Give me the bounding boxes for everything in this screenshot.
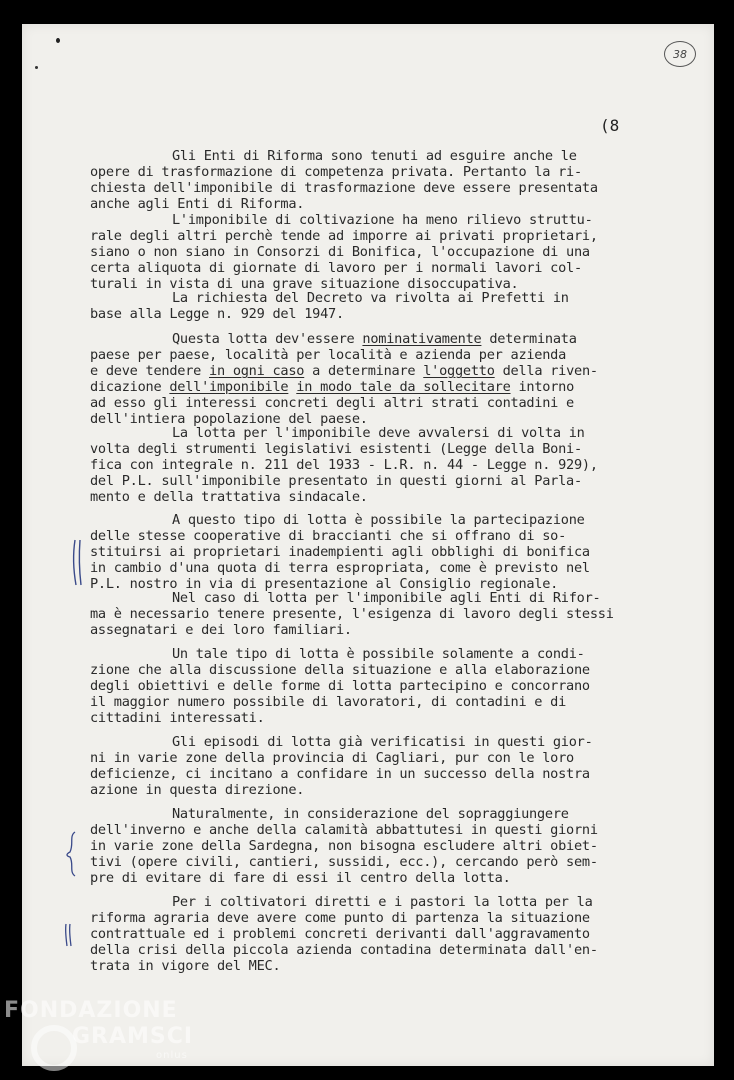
text-line: paese per paese, località per località e azienda per azienda bbox=[90, 347, 567, 363]
text-line: Un tale tipo di lotta è possibile solamente a condi- bbox=[172, 646, 585, 662]
text-line: L'imponibile di coltivazione ha meno rilievo struttu- bbox=[172, 212, 593, 228]
text-line: Gli episodi di lotta già verificatisi in questi gior- bbox=[172, 734, 593, 750]
text-line: Naturalmente, in considerazione del sopraggiungere bbox=[172, 806, 569, 822]
underlined-text: dell'imponibile bbox=[169, 379, 289, 395]
text-line: pre di evitare di fare di essi il centro della lotta. bbox=[90, 870, 511, 886]
margin-brace-icon bbox=[64, 830, 80, 878]
text-line: ma è necessario tenere presente, l'esigenza di lavoro degli stessi bbox=[90, 606, 614, 622]
punch-hole-mark bbox=[56, 38, 60, 43]
archive-stamp: 38 bbox=[664, 41, 696, 67]
text-line: volta degli strumenti legislativi esistenti (Legge della Boni- bbox=[90, 441, 582, 457]
text-line: della crisi della piccola azienda contadina determinata dall'en- bbox=[90, 942, 598, 958]
margin-mark-icon bbox=[70, 538, 86, 588]
text-line: fica con integrale n. 211 del 1933 - L.R. n. 44 - Legge n. 929), bbox=[90, 457, 598, 473]
text-line: La richiesta del Decreto va rivolta ai Prefetti in bbox=[172, 290, 569, 306]
text-line: assegnatari e dei loro familiari. bbox=[90, 622, 352, 638]
text-line: azione in questa direzione. bbox=[90, 782, 305, 798]
underlined-text: l'oggetto bbox=[423, 363, 495, 379]
underlined-text: nominativamente bbox=[362, 331, 482, 347]
text-line: in cambio d'una quota di terra espropriata, come è previsto nel bbox=[90, 560, 590, 576]
watermark-subtitle: GRAMSCI bbox=[72, 1024, 194, 1049]
underlined-text: in ogni caso bbox=[209, 363, 305, 379]
text-line: opere di trasformazione di competenza privata. Pertanto la ri- bbox=[90, 164, 582, 180]
text-line: il maggior numero possibile di lavoratori, di contadini e di bbox=[90, 694, 567, 710]
text-line: dell'inverno e anche della calamità abbattutesi in questi giorni bbox=[90, 822, 598, 838]
text-line: delle stesse cooperative di braccianti che si offrano di so- bbox=[90, 528, 567, 544]
text-line: P.L. nostro in via di presentazione al Consiglio regionale. bbox=[90, 576, 559, 592]
text-line: riforma agraria deve avere come punto di partenza la situazione bbox=[90, 910, 590, 926]
text-line: ad esso gli interessi concreti degli altri strati contadini e bbox=[90, 395, 574, 411]
text-line: zione che alla discussione della situazione e alla elaborazione bbox=[90, 662, 590, 678]
text-line: turali in vista di una grave situazione disoccupativa. bbox=[90, 276, 519, 292]
text-line: rale degli altri perchè tende ad imporre ai privati proprietari, bbox=[90, 228, 598, 244]
text-line: Per i coltivatori diretti e i pastori la lotta per la bbox=[172, 894, 593, 910]
text-line: cittadini interessati. bbox=[90, 710, 265, 726]
page-number: (8 bbox=[600, 116, 620, 135]
text-line: trata in vigore del MEC. bbox=[90, 958, 281, 974]
margin-mark-icon bbox=[62, 922, 76, 948]
text-line: in varie zone della Sardegna, non bisogna escludere altri obiet- bbox=[90, 838, 598, 854]
text-line: mento e della trattativa sindacale. bbox=[90, 489, 368, 505]
text-line: A questo tipo di lotta è possibile la partecipazione bbox=[172, 512, 585, 528]
text-line: stituirsi ai proprietari inadempienti agli obblighi di bonifica bbox=[90, 544, 590, 560]
text-line: dell'intiera popolazione del paese. bbox=[90, 411, 368, 427]
text-line: anche agli Enti di Riforma. bbox=[90, 196, 305, 212]
text-line: deficienze, ci incitano a confidare in un successo della nostra bbox=[90, 766, 590, 782]
text-line: La lotta per l'imponibile deve avvalersi di volta in bbox=[172, 425, 585, 441]
text-line: dicazione dell'imponibile in modo tale da sollecitare intorno bbox=[90, 379, 575, 395]
text-line: Questa lotta dev'essere nominativamente determinata bbox=[172, 331, 577, 347]
text-line: degli obiettivi e delle forme di lotta partecipino e concorrano bbox=[90, 678, 590, 694]
text-line: chiesta dell'imponibile di trasformazione deve essere presentata bbox=[90, 180, 598, 196]
text-line: del P.L. sull'imponibile presentato in questi giorni al Parla- bbox=[90, 473, 582, 489]
watermark-suffix: onlus bbox=[156, 1050, 188, 1061]
text-line: siano o non siano in Consorzi di Bonifica, l'occupazione di una bbox=[90, 244, 590, 260]
text-line: Nel caso di lotta per l'imponibile agli Enti di Rifor- bbox=[172, 590, 601, 606]
punch-hole-mark bbox=[35, 66, 38, 69]
text-line: e deve tendere in ogni caso a determinare l'oggetto della riven- bbox=[90, 363, 598, 379]
text-line: ni in varie zone della provincia di Cagliari, pur con le loro bbox=[90, 750, 574, 766]
text-line: tivi (opere civili, cantieri, sussidi, ecc.), cercando però sem- bbox=[90, 854, 598, 870]
text-line: certa aliquota di giornate di lavoro per i normali lavori col- bbox=[90, 260, 582, 276]
text-line: Gli Enti di Riforma sono tenuti ad esguire anche le bbox=[172, 148, 577, 164]
text-line: base alla Legge n. 929 del 1947. bbox=[90, 306, 344, 322]
underlined-text: in modo tale da sollecitare bbox=[296, 379, 511, 395]
text-line: contrattuale ed i problemi concreti derivanti dall'aggravamento bbox=[90, 926, 590, 942]
watermark-title: FONDAZIONE bbox=[4, 998, 178, 1023]
